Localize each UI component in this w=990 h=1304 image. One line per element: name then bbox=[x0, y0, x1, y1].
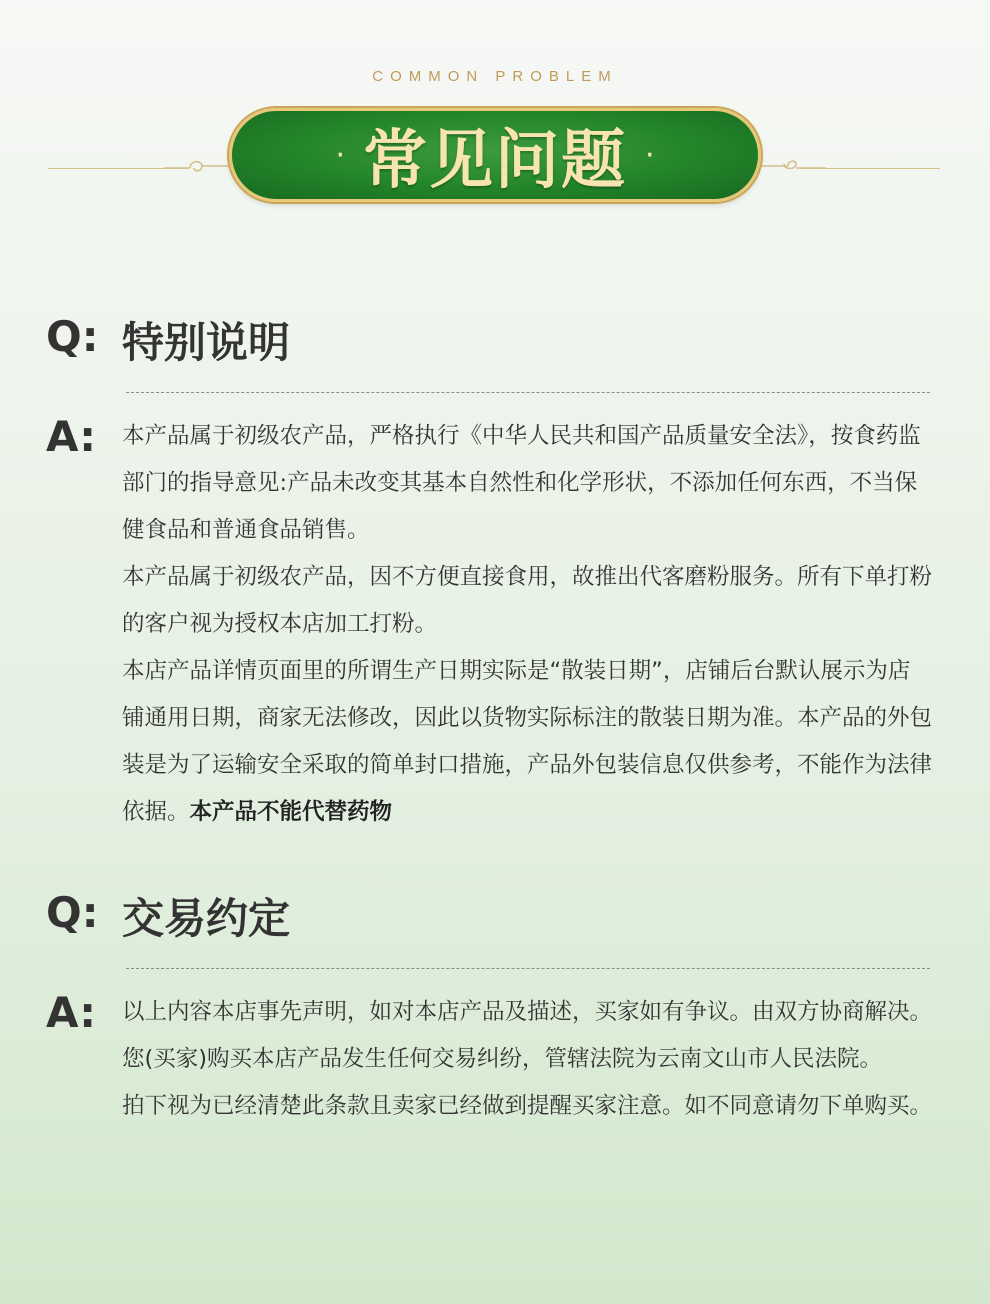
answer-label: A: bbox=[46, 988, 97, 1037]
section-divider bbox=[126, 392, 930, 393]
title-dot-right: · bbox=[645, 137, 655, 173]
section-divider bbox=[126, 968, 930, 969]
page-subtitle: COMMON PROBLEM bbox=[372, 68, 618, 85]
left-cloud-ornament bbox=[160, 148, 232, 184]
answer-paragraph: 本产品属于初级农产品，因不方便直接食用，故推出代客磨粉服务。所有下单打粉的客户视为授权本店加工打粉。 bbox=[122, 564, 933, 637]
answer-paragraph: 以上内容本店事先声明，如对本店产品及描述，买家如有争议。由双方协商解决。您(买家)购买本店产品发生任何交易纠纷，管辖法院为云南文山市人民法院。 bbox=[122, 999, 933, 1072]
question-label: Q: bbox=[46, 312, 99, 361]
question-title: 交易约定 bbox=[122, 894, 291, 943]
answer-label: A: bbox=[46, 412, 97, 461]
answer-text: 本店产品详情页面里的所谓生产日期实际是“散装日期”，店铺后台默认展示为店铺通用日期，商家无法修改，因此以货物实际标注的散装日期为准。本产品的外包装是为了运输安全采取的简单封口措施，产品外包装信息仅供参考，不能作为法律依据。 bbox=[122, 658, 933, 825]
medical-disclaimer: 本产品不能代替药物 bbox=[189, 799, 393, 825]
title-badge bbox=[229, 108, 761, 202]
answer-body bbox=[122, 413, 932, 836]
page-title: 常见问题 bbox=[363, 123, 627, 198]
answer-paragraph: 本产品属于初级农产品，严格执行《中华人民共和国产品质量安全法》，按食药监部门的指导意见:产品未改变其基本自然性和化学形状，不添加任何东西，不当保健食品和普通食品销售。 bbox=[122, 423, 921, 543]
question-label: Q: bbox=[46, 888, 99, 937]
answer-body bbox=[122, 989, 932, 1130]
right-cloud-ornament bbox=[758, 148, 830, 184]
question-title: 特别说明 bbox=[122, 318, 291, 367]
title-dot-left: · bbox=[335, 137, 345, 173]
answer-paragraph bbox=[122, 648, 932, 836]
answer-paragraph: 拍下视为已经清楚此条款且卖家已经做到提醒买家注意。如不同意请勿下单购买。 bbox=[122, 1093, 933, 1119]
